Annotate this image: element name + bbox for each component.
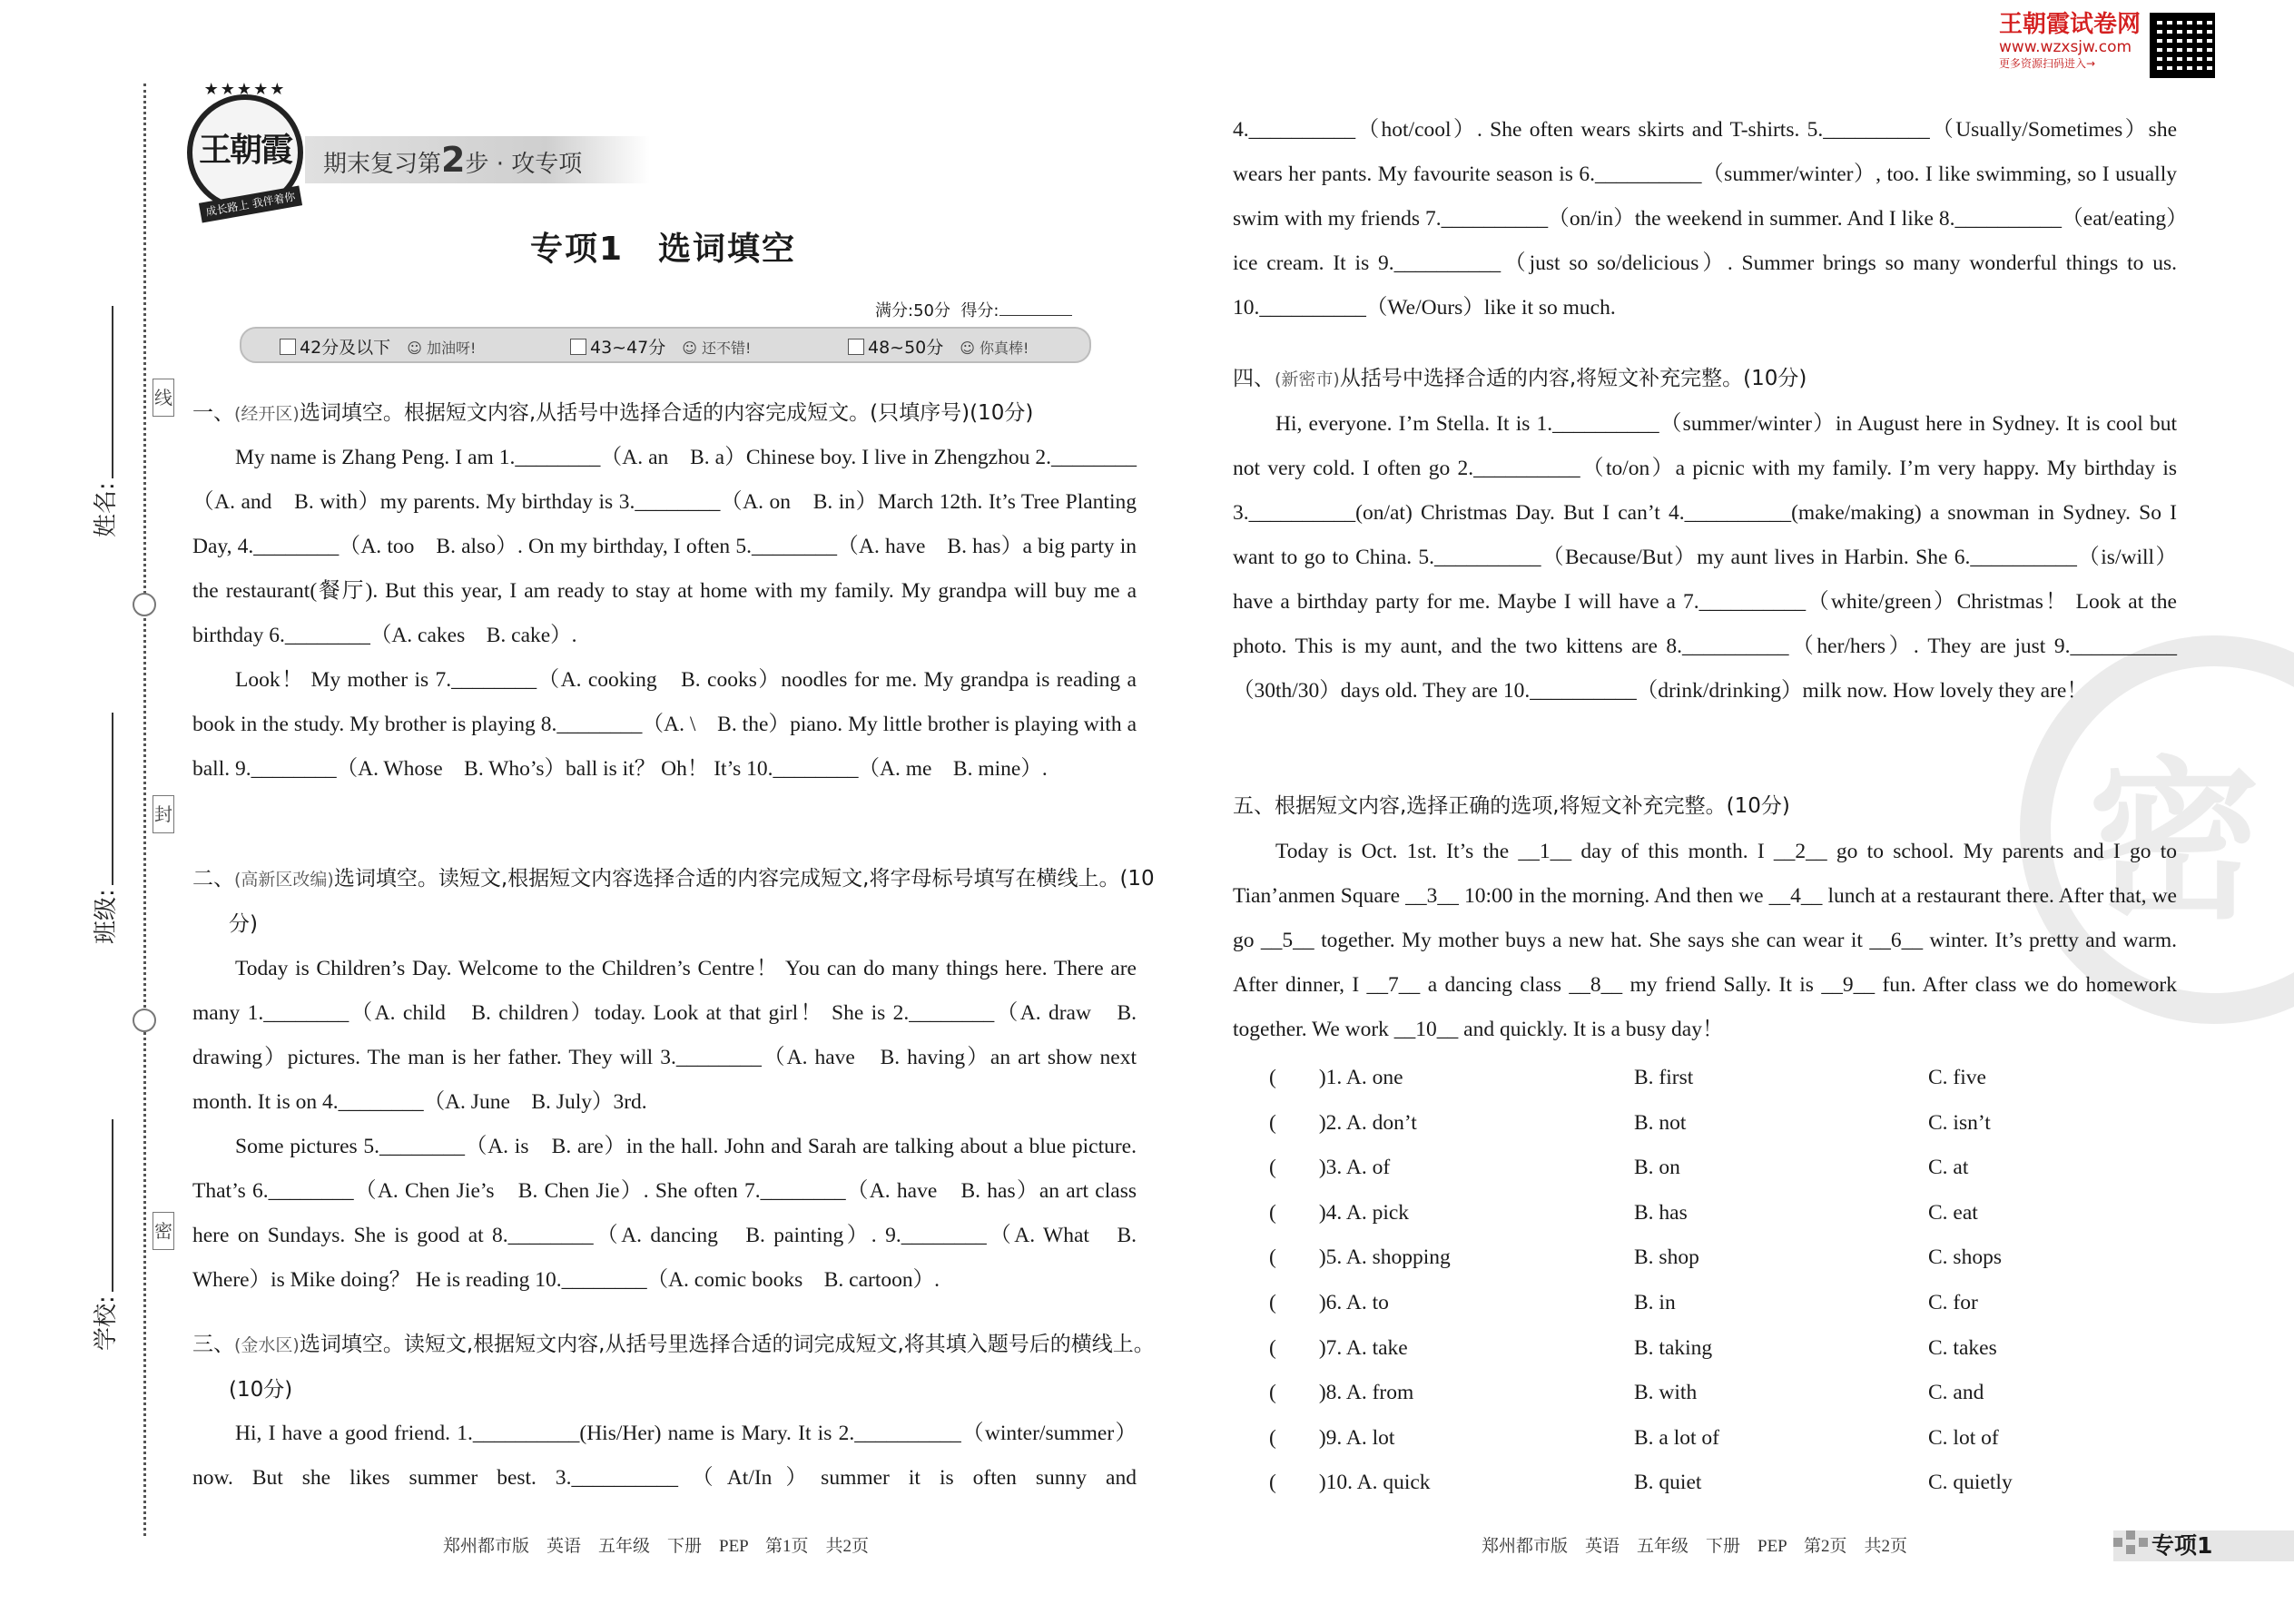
section-1-passage-1: My name is Zhang Peng. I am 1.________（A. an B. a）Chinese boy. I live in Zhengzhou 2.________（A. and B. with）my parents. My birthday is 3.________（A. on B. in）March 12th. It’s Tree Planting Day, 4.________（A. too B. also）. On my birthday, I often 5.________（A. have B. has）a big party in the restaurant(餐厅). But this year, I am ready to stay at home with my family. My grandpa will buy me a birthday 6.________（A. cakes B. cake）.	[192, 446, 1137, 647]
binding-mark-secret: 密	[153, 1212, 174, 1250]
section-1-title	[192, 391, 1137, 437]
school-field[interactable]	[87, 1119, 121, 1351]
binding-mark-line: 线	[153, 379, 174, 417]
grade-range: 43~47分	[590, 338, 666, 358]
page-title: 专项1 选词填空	[530, 231, 797, 268]
grade-option[interactable]	[280, 334, 476, 359]
score-line	[875, 298, 1072, 321]
section-2-title	[192, 857, 1173, 947]
banner-post: 步 · 攻专项	[465, 151, 583, 178]
section-instruction: 选词填空。读短文,根据短文内容,从括号里选择合适的词完成短文,将其填入题号后的横线上。(10分)	[229, 1333, 1155, 1402]
grade-option[interactable]	[848, 334, 1029, 359]
section-5-passage: Today is Oct. 1st. It’s the __1__ day of this month. I __2__ go to school. My parents and I go to Tian’anmen Square __3__ 10:00 in the morning. And then we __4__ lunch at a restaurant there. After that, we go __5__ together. My mother buys a new hat. She says she can wear it __6__ winter. It’s pretty and warm. After dinner, I __7__ a dancing class __8__ my friend Sally. It is __9__ fun. After class we do homework together. We work __10__ and quickly. It is a busy day！	[1233, 840, 2177, 1041]
option-choice-c[interactable]: C. shops	[1928, 1245, 2002, 1269]
option-row-question[interactable]: ( )1. A. one	[1269, 1066, 1403, 1089]
section-instruction: 根据短文内容,选择正确的选项,将短文补充完整。(10分)	[1275, 794, 1790, 818]
option-row-question[interactable]: ( )7. A. take	[1269, 1336, 1408, 1360]
checkbox-icon[interactable]	[848, 339, 864, 355]
section-number: 三、	[192, 1333, 234, 1356]
option-row-question[interactable]: ( )2. A. don’t	[1269, 1111, 1417, 1135]
region-tag: (金水区)	[234, 1335, 300, 1355]
section-4-passage: Hi, everyone. I’m Stella. It is 1.__________（summer/winter）in August here in Sydney. It is cool but not very cold. I often go 2.__________（to/on）a picnic with my family. I’m very happy. My birthday is 3.__________(on/at) Christmas Day. But I can’t 4.__________(make/making) a snowman in Sydney. So I want to go to China. 5.__________（Because/But）my aunt lives in Harbin. She 6.__________（is/will）have a birthday party for me. Maybe I will have a 7.__________（white/green）Christmas！ Look at the photo. This is my aunt, and the two kittens are 8.__________（her/hers）. They are just 9.__________（30th/30）days old. They are 10.__________（drink/drinking）milk now. How lovely they are！	[1233, 412, 2177, 703]
option-row-question[interactable]: ( )3. A. of	[1269, 1156, 1391, 1179]
section-1-passage-2: Look！ My mother is 7.________（A. cooking B. cooks）noodles for me. My grandpa is reading a book in the study. My brother is playing 8.________（A. \ B. the）piano. My little brother is playing with a ball. 9.________（A. Whose B. Who’s）ball is it？ Oh！ It’s 10.________（A. me B. mine）.	[192, 668, 1137, 781]
class-label: 班级:	[93, 889, 120, 944]
option-row-question[interactable]: ( )9. A. lot	[1269, 1426, 1395, 1450]
option-choice-b[interactable]: B. first	[1634, 1066, 1694, 1089]
cheer-label: 你真棒!	[980, 340, 1029, 357]
brand-url[interactable]: www.wzxsjw.com	[1999, 38, 2132, 56]
binding-mark-seal: 封	[153, 795, 174, 833]
binding-hole	[133, 593, 156, 616]
cheer-text: ☺ 加油呀!	[407, 340, 477, 357]
logo-ribbon: 成长路上 我伴着你	[199, 185, 302, 222]
footer-right: 郑州都市版 英语 五年级 下册 PEP 第2页 共2页	[1482, 1537, 1908, 1556]
tab-square	[2139, 1538, 2148, 1547]
section-instruction: 选词填空。读短文,根据短文内容选择合适的内容完成短文,将字母标号填写在横线上。(10分)	[229, 867, 1155, 936]
grade-option[interactable]	[570, 334, 751, 359]
option-choice-b[interactable]: B. taking	[1634, 1336, 1713, 1360]
score-blank[interactable]	[999, 315, 1072, 316]
grade-bar	[240, 327, 1091, 363]
checkbox-icon[interactable]	[280, 339, 296, 355]
section-2-passage-2: Some pictures 5.________（A. is B. are）in the hall. John and Sarah are talking about a blue picture. That’s 6.________（A. Chen Jie’s B. Chen Jie）. She often 7.________（A. have B. has）an art class here on Sundays. She is good at 8.________（A. dancing B. painting）. 9.________（A. What B. Where）is Mike doing？ He is reading 10.________（A. comic books B. cartoon）.	[192, 1135, 1137, 1292]
tab-square	[2113, 1538, 2122, 1547]
brand-block	[1999, 11, 2144, 71]
option-choice-b[interactable]: B. in	[1634, 1291, 1676, 1314]
section-number: 一、	[192, 401, 234, 425]
full-score: 满分:50分	[875, 301, 950, 320]
option-choice-c[interactable]: C. isn’t	[1928, 1111, 1991, 1135]
option-choice-b[interactable]: B. has	[1634, 1201, 1688, 1225]
section-4-title	[1233, 357, 2177, 402]
cheer-text: ☺ 你真棒!	[960, 340, 1029, 357]
option-choice-b[interactable]: B. quiet	[1634, 1471, 1702, 1494]
option-choice-c[interactable]: C. eat	[1928, 1201, 1978, 1225]
brand-name: 王朝霞试卷网	[1999, 11, 2141, 38]
section-instruction: 从括号中选择合适的内容,将短文补充完整。(10分)	[1339, 367, 1807, 390]
region-tag: (新密市)	[1275, 369, 1340, 389]
cheer-label: 还不错!	[702, 340, 752, 357]
tab-square	[2126, 1545, 2135, 1554]
name-field[interactable]	[87, 306, 121, 537]
section-tab	[2113, 1530, 2294, 1561]
section-3-passage-cont: 4.__________（hot/cool）. She often wears skirts and T-shirts. 5.__________（Usually/Sometimes）she wears her pants. My favourite season is 6.__________（summer/winter）, too. I like swimming, so I usually swim with my friends 7.__________（on/in）the weekend in summer. And I like 8.__________（eat/eating）ice cream. It is 9.__________（just so so/delicious）. Summer brings so many wonderful things to us. 10.__________（We/Ours）like it so much.	[1233, 118, 2177, 320]
logo-stars: ★★★★★	[203, 80, 287, 98]
section-number: 四、	[1233, 367, 1275, 390]
option-choice-b[interactable]: B. shop	[1634, 1245, 1699, 1269]
checkbox-icon[interactable]	[570, 339, 586, 355]
option-row-question[interactable]: ( )10. A. quick	[1269, 1471, 1431, 1494]
class-field[interactable]	[87, 713, 121, 944]
section-instruction: 选词填空。根据短文内容,从括号中选择合适的内容完成短文。(只填序号)(10分)	[299, 401, 1034, 425]
banner-pre: 期末复习第	[323, 151, 442, 178]
banner-step-number: 2	[441, 140, 466, 180]
section-number: 二、	[192, 867, 234, 891]
binding-hole	[133, 1009, 156, 1032]
name-blank[interactable]	[112, 306, 113, 478]
section-number: 五、	[1233, 794, 1275, 818]
publisher-logo	[187, 80, 303, 219]
option-choice-c[interactable]: C. at	[1928, 1156, 1969, 1179]
option-choice-b[interactable]: B. not	[1634, 1111, 1687, 1135]
option-choice-b[interactable]: B. with	[1634, 1381, 1698, 1404]
score-label: 得分:	[960, 301, 999, 320]
option-row-question[interactable]: ( )6. A. to	[1269, 1291, 1389, 1314]
tab-square	[2126, 1530, 2135, 1540]
school-blank[interactable]	[112, 1119, 113, 1292]
region-tag: (经开区)	[234, 404, 300, 424]
qr-code-icon[interactable]	[2150, 13, 2215, 78]
binding-dotted-line	[143, 84, 146, 1536]
watermark-icon: 密	[2088, 742, 2261, 942]
footer-left: 郑州都市版 英语 五年级 下册 PEP 第1页 共2页	[443, 1537, 870, 1556]
option-choice-c[interactable]: C. and	[1928, 1381, 1984, 1404]
option-choice-b[interactable]: B. a lot of	[1634, 1426, 1719, 1450]
grade-range: 48~50分	[868, 338, 944, 358]
section-5-title	[1233, 784, 2177, 829]
option-row-question[interactable]: ( )5. A. shopping	[1269, 1245, 1451, 1269]
logo-text: 王朝霞	[198, 131, 291, 169]
option-row-question[interactable]: ( )8. A. from	[1269, 1381, 1414, 1404]
cheer-label: 加油呀!	[426, 340, 477, 357]
region-tag: (高新区改编)	[234, 870, 334, 890]
option-choice-c[interactable]: C. for	[1928, 1291, 1978, 1314]
section-tab-label: 专项1	[2151, 1532, 2213, 1559]
brand-slogan: 更多资源扫码进入→	[1999, 57, 2096, 70]
section-2-passage-1: Today is Children’s Day. Welcome to the Children’s Centre！ You can do many things here. There are many 1.________（A. child B. children）today. Look at that girl！ She is 2.________（A. draw B. drawing）pictures. The man is her father. They will 3.________（A. have B. having）an art show next month. It is on 4.________（A. June B. July）3rd.	[192, 957, 1137, 1114]
option-choice-c[interactable]: C. five	[1928, 1066, 1986, 1089]
section-3-title	[192, 1323, 1173, 1412]
class-blank[interactable]	[112, 713, 113, 885]
option-row-question[interactable]: ( )4. A. pick	[1269, 1201, 1410, 1225]
option-choice-c[interactable]: C. lot of	[1928, 1426, 1999, 1450]
option-choice-b[interactable]: B. on	[1634, 1156, 1680, 1179]
cheer-text: ☺ 还不错!	[682, 340, 752, 357]
section-3-passage-start: Hi, I have a good friend. 1.__________(His/Her) name is Mary. It is 2.__________（winter/summer）now. But she likes summer best. 3.__________（At/In）summer it is often sunny and	[192, 1422, 1137, 1490]
option-choice-c[interactable]: C. quietly	[1928, 1471, 2013, 1494]
option-choice-c[interactable]: C. takes	[1928, 1336, 1997, 1360]
school-label: 学校:	[93, 1295, 120, 1351]
name-label: 姓名:	[93, 482, 120, 537]
grade-range: 42分及以下	[300, 338, 391, 358]
review-step-banner	[305, 136, 650, 183]
